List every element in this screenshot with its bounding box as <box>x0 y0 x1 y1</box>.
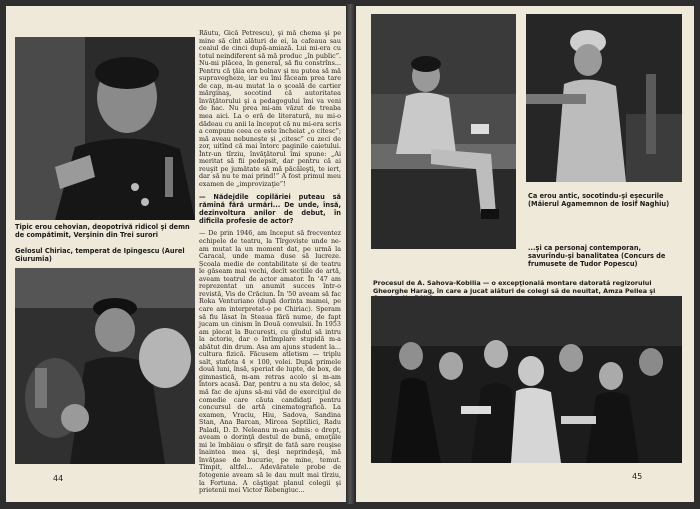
photo-agamemnon-image <box>526 14 682 182</box>
page-number-right: 45 <box>632 472 643 481</box>
paragraph-debut: — De prin 1946, am început să frecventez echipele de teatru, la Tîrgoviște unde ne-am mutat la un moment dat, pe urmă la Caracal, unde mama duse să lucreze. Școala medie de contabilitate și de teatru le găseam mai vechi, decît secțiile de artă, aveam teatrul de actor amator. În '47 am reprezentat un anumit succes într-o revistă, Vis de Crăciun. În '50 aveam să fac Roka Venturiano (după dorința mamei, pe care am interpretat-o pe Chiriac). Speram să fiu lăsat în Steaua fără nume, de fapt jucam un cinism în Două convulsii. În 1953 am plecat la București, cu gîndul să intru la actorie, dar o întîmplare stupidă m-a abătut din drum. Asa am ajuns student la... cultura fizică. Făcusem atletism — triplu salt, ștafeta 4 × 100, volei. După primele două luni, însă, speriat de lupte, de box, de gimnastică, m-am retras acolo și m-am întors acasă. Dar, pentru a nu sta deloc, să mă fac de ajuns să-mi văd de exerciţiul de comedie care căuta candidaţi pentru concursul de artă cinematografică. La examen, Vraciu, Hiu, Sadova, Sandina Stan, Ana Barcan, Mircea Șeptilici, Radu Paladi, D. D. Neleanu m-au admis: e drept, aveam o dorinţă destul de bună, emoţiile mi le îmbăiau o sfîrşit de fată sare reuşise înaintea mea şi, deşi neprindeşă, mă învăţase de bucurie, pe mine, temut. Tîmpit, altfel... Adevăratele probe de fotogenie aveam să le dau mult mai tîrziu, la Fortuna. A câştigat planul colegii şi prietenii mei Victor Rebengiuc... <box>199 229 341 495</box>
photo-chiriac-ipingescu <box>15 268 195 464</box>
page-number-left: 44 <box>53 474 64 483</box>
caption-chiriac: Gelosul Chiriac, temperat de Ipingescu (Aurel Giurumia) <box>15 247 185 264</box>
photo-versinin-image <box>15 37 195 220</box>
photo-contemporary-bench <box>371 14 516 249</box>
left-page <box>6 6 346 502</box>
paragraph-childhood: Răutu, Gică Petrescu), şi mă chema şi pe mine să cînt alături de ei, la cafeaua sau ceaiul de cinci după-amiază. Lui mi-era cu totul neindiferent să mă produc „în public”. Nu-mi plăcea, în general, să fiu constrîns... Pentru că ţăia era bolnav şi nu putea să mă supravegheze, iar eu îmi făceam prea tare de cap, m-au mutat la o şcoală de cartier mărginaş, socotind că autoritatea învăţătorului şi a pedagogului îmi va veni de hac. Nu prea mi-am văzut de treaba mea aici. La o eră de literatură, nu mi-o dădeau cu anii la început că nu mi-era scris a compune ceea ce este încheiat „o citesc”; mă aveau nebunește și „citesc” cu zeci de zor, uitînd că mai întorc paginile caietului. Într-un tîrziu, învăţătorul îmi spune: „Ai meritat să fii pedepsit, dar pentru că ai reuşit pe jumătate să mă păcăleşti, te iert, dar să nu te mai prind!” A fost primul meu examen de „improvizaţie”! <box>199 29 341 188</box>
photo-agamemnon <box>526 14 682 182</box>
photo-procesul-crowd <box>371 296 682 463</box>
right-page <box>356 6 694 502</box>
interview-question: — Nădejdile copilăriei puteau să rămînă fără urmări... De unde, însă, dezinvoltura anilor de debut, în dificila profesie de actor? <box>199 193 341 226</box>
book-gutter <box>346 4 356 504</box>
left-column-text <box>199 29 341 495</box>
photo-bench-image <box>371 14 516 249</box>
caption-contemporary: ...şi ca personaj contemporan, savurîndu-şi banalitatea (Concurs de frumusete de Tudor Popescu) <box>528 244 666 269</box>
photo-versinin-uniform <box>15 37 195 220</box>
photo-chiriac-image <box>15 268 195 464</box>
photo-crowd-image <box>371 296 682 463</box>
caption-versinin: Tipic erou cehovian, deopotrivă ridicol şi demn de compătimit, Verşinin din Trei surori <box>15 223 190 240</box>
caption-procesul: Procesul de A. Sahova-Kobilia — o excepţională montare datorată regizorului Gheorghe Harag, în care a jucat alături de colegi să de neuitat, Amza Pellea şi <box>373 279 656 295</box>
caption-agamemnon: Ca erou antic, socotindu-şi eşecurile (Măierul Agamemnon de Iosif Naghiu) <box>528 192 670 209</box>
